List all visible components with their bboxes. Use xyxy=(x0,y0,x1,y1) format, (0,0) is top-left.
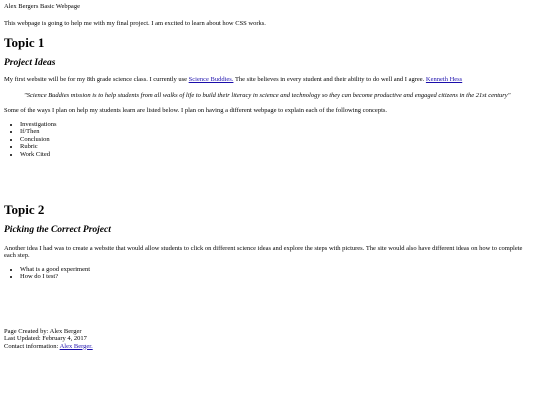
topic1-text-after: The site believes in every student and their ability to do well and I agree. xyxy=(233,76,426,84)
page-footer xyxy=(4,328,534,350)
list-item: • Investigations xyxy=(20,121,534,128)
footer-contact xyxy=(4,343,534,350)
topic1-paragraph xyxy=(4,76,534,83)
list-item: • Work Cited xyxy=(20,151,534,158)
topic2-subheading: Picking the Correct Project xyxy=(4,225,111,236)
list-item: • How do I test? xyxy=(20,273,534,280)
page-body xyxy=(4,3,534,350)
list-item: • What is a good experiment xyxy=(20,266,534,273)
list-item: • Conclusion xyxy=(20,136,534,143)
site-title: Alex Bergers Basic Webpage xyxy=(4,3,80,10)
science-buddies-link[interactable]: Science Buddies. xyxy=(188,76,234,84)
topic1-heading: Topic 1 xyxy=(4,34,45,50)
questions-list xyxy=(4,266,534,281)
topic1-concepts-intro: Some of the ways I plan on help my students learn are listed below. I plan on having a different webpage to explain each of the following concepts. xyxy=(4,107,388,115)
kenneth-hess-link[interactable]: Kenneth Hess xyxy=(425,76,463,84)
intro-paragraph: This webpage is going to help me with my final project. I am excited to learn about how CSS works. xyxy=(4,20,266,28)
footer-created: Page Created by: Alex Berger xyxy=(4,327,82,335)
concepts-list xyxy=(4,121,534,158)
topic2-heading: Topic 2 xyxy=(4,202,45,218)
footer-contact-label: Contact information: xyxy=(4,342,60,350)
contact-link[interactable]: Alex Berger. xyxy=(59,342,93,350)
topic1-text-before: My first website will be for my 8th grade science class. I currently use xyxy=(4,76,189,84)
topic2-paragraph: Another idea I had was to create a website that would allow students to click on different science ideas and explore the steps with pictures. The site would also have different ideas on how to complete each step. xyxy=(4,244,523,260)
footer-updated: Last Updated: February 4, 2017 xyxy=(4,335,87,343)
list-item: • Rubric xyxy=(20,143,534,150)
list-item: • If/Then xyxy=(20,128,534,135)
science-buddies-quote: "Science Buddies mission is to help students from all walks of life to build their literacy in science and technology so they can become productive and engaged citizens in the 21st century" xyxy=(24,91,511,99)
topic1-subheading: Project Ideas xyxy=(4,57,56,68)
